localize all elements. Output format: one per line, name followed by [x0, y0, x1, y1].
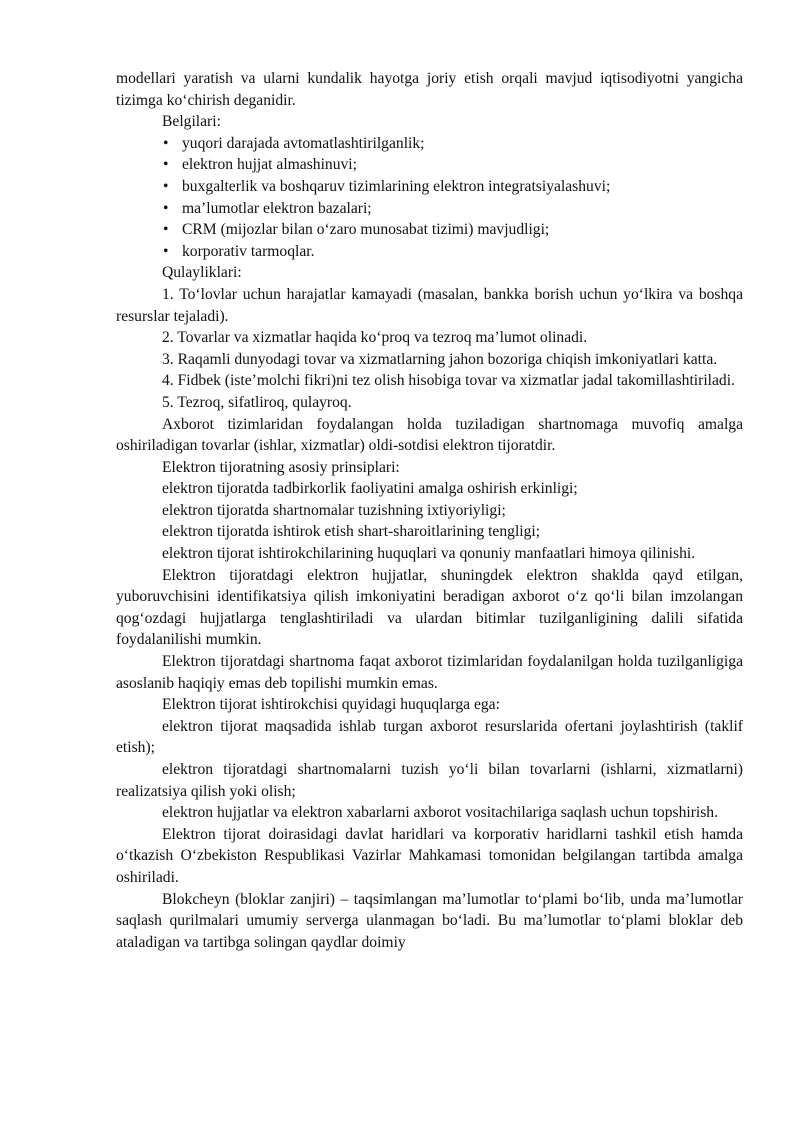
numbered-item: 4. Fidbek (iste’molchi fikri)ni tez olish hisobiga tovar va xizmatlar jadal takomillashtiriladi. — [162, 372, 735, 390]
right-item: elektron tijorat maqsadida ishlab turgan axborot resurslarida ofertani joylashtirish (taklif etish); — [116, 717, 743, 757]
paragraph-documents: Elektron tijoratdagi elektron hujjatlar, shuningdek elektron shaklda qayd etilgan, yuboruvchisini identifikatsiya qilish imkoniyatini beradigan axborot o‘z qo‘li bilan imzolangan qog‘ozdagi hujjatlarga tenglashtiriladi va ulardan bitimlar tuzilganligining dalili sifatida foydalanilishi mumkin. — [116, 566, 743, 649]
principle-item: elektron tijorat ishtirokchilarining huquqlari va qonuniy manfaatlari himoya qilinishi. — [162, 545, 696, 563]
heading-rights: Elektron tijorat ishtirokchisi quyidagi huquqlarga ega: — [162, 696, 500, 714]
list-item: • elektron hujjat almashinuvi; — [116, 154, 743, 176]
heading-belgilari: Belgilari: — [162, 113, 221, 131]
list-item: • korporativ tarmoqlar. — [116, 241, 743, 263]
bullet-icon: • — [163, 177, 169, 195]
document-page — [116, 68, 743, 953]
heading-principles: Elektron tijoratning asosiy prinsiplari: — [162, 458, 400, 476]
bullet-icon: • — [163, 134, 169, 152]
principle-item: elektron tijoratda tadbirkorlik faoliyatini amalga oshirish erkinligi; — [162, 480, 578, 498]
bullet-icon: • — [163, 156, 169, 174]
list-item: • CRM (mijozlar bilan o‘zaro munosabat tizimi) mavjudligi; — [116, 219, 743, 241]
paragraph-blockchain: Blokcheyn (bloklar zanjiri) – taqsimlangan ma’lumotlar to‘plami bo‘lib, unda ma’lumotlar saqlash qurilmalari umumiy serverga ulanmagan bo‘ladi. Bu ma’lumotlar to‘plami bloklar deb ataladigan va tartibga solingan qaydlar doimiy — [116, 890, 743, 951]
paragraph-intro: modellari yaratish va ularni kundalik hayotga joriy etish orqali mavjud iqtisodiyotni yangicha tizimga ko‘chirish deganidir. — [116, 70, 743, 109]
numbered-item: 3. Raqamli dunyodagi tovar va xizmatlarning jahon bozoriga chiqish imkoniyatlari katta. — [162, 350, 718, 368]
paragraph-definition: Axborot tizimlaridan foydalangan holda tuziladigan shartnomaga muvofiq amalga oshiriladigan tovarlar (ishlar, xizmatlar) oldi-sotdisi elektron tijoratdir. — [116, 415, 743, 455]
principle-item: elektron tijoratda ishtirok etish shart-sharoitlarining tengligi; — [162, 523, 541, 541]
list-item: • ma’lumotlar elektron bazalari; — [116, 198, 743, 220]
principle-item: elektron tijoratda shartnomalar tuzishning ixtiyoriyligi; — [162, 501, 506, 519]
right-item: elektron tijoratdagi shartnomalarni tuzish yo‘li bilan tovarlarni (ishlarni, xizmatlarni) realizatsiya qilish yoki olish; — [116, 761, 743, 800]
bullet-icon: • — [163, 221, 169, 239]
list-item: • buxgalterlik va boshqaruv tizimlarining elektron integratsiyalashuvi; — [116, 176, 743, 198]
numbered-item: 2. Tovarlar va xizmatlar haqida ko‘proq va tezroq ma’lumot olinadi. — [162, 329, 588, 347]
paragraph-contract: Elektron tijoratdagi shartnoma faqat axborot tizimlaridan foydalanilgan holda tuzilganligiga asoslanib haqiqiy emas deb topilishi mumkin emas. — [116, 653, 743, 692]
right-item: elektron hujjatlar va elektron xabarlarni axborot vositachilariga saqlash uchun topshirish. — [162, 804, 719, 822]
list-item: • yuqori darajada avtomatlashtirilganlik; — [116, 133, 743, 155]
numbered-item: 1. To‘lovlar uchun harajatlar kamayadi (masalan, bankka borish uchun yo‘lkira va boshqa resurslar tejaladi). — [116, 285, 743, 325]
bullet-icon: • — [163, 242, 169, 260]
belgilari-list — [116, 133, 743, 263]
heading-qulayliklari: Qulayliklari: — [162, 264, 242, 282]
numbered-item: 5. Tezroq, sifatliroq, qulayroq. — [162, 393, 352, 411]
paragraph-procurement: Elektron tijorat doirasidagi davlat haridlari va korporativ haridlarni tashkil etish hamda o‘tkazish O‘zbekiston Respublikasi Vazirlar Mahkamasi tomonidan belgilangan tartibda amalga oshiriladi. — [116, 825, 743, 886]
bullet-icon: • — [163, 199, 169, 217]
